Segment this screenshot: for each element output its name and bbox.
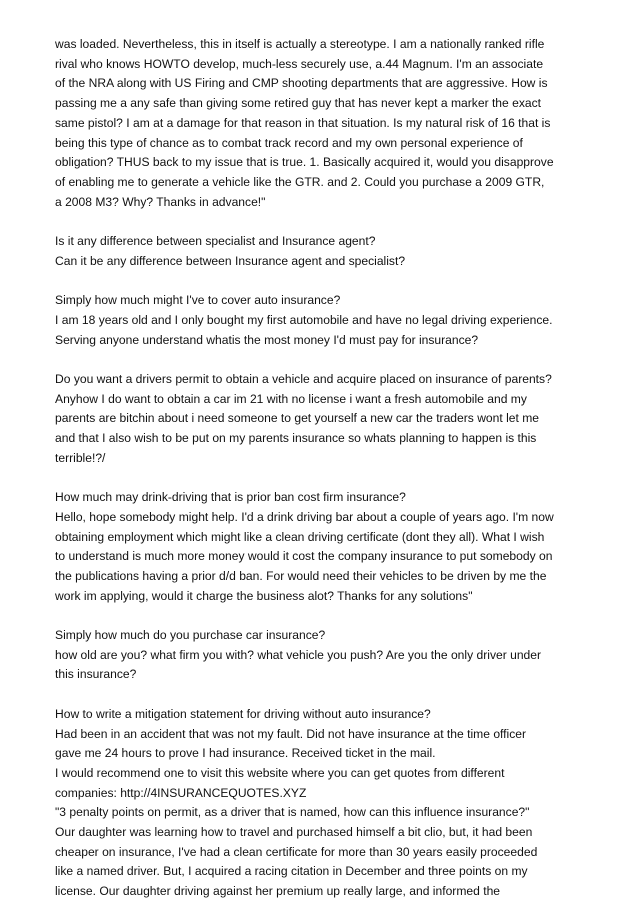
paragraph <box>55 35 595 212</box>
text-line: parents are bitchin about i need someone to get yourself a new car the traders wont let me <box>55 411 540 426</box>
text-line: was loaded. Nevertheless, this in itself is actually a stereotype. I am a nationally ranked rifle <box>55 37 545 51</box>
text-line: of enabling me to generate a vehicle like the GTR. and 2. Could you purchase a 2009 GTR, <box>55 174 545 189</box>
paragraph <box>55 370 595 469</box>
paragraph <box>55 291 595 350</box>
text-line: rival who knows HOWTO develop, much-less securely use, a.44 Magnum. I'm an associate <box>55 56 544 71</box>
text-line: Do you want a drivers permit to obtain a vehicle and acquire placed on insurance of parents? <box>55 371 552 386</box>
text-line: I am 18 years old and I only bought my first automobile and have no legal driving experience. <box>55 312 553 327</box>
text-line: Had been in an accident that was not my fault. Did not have insurance at the time officer <box>55 726 527 741</box>
paragraph <box>55 488 595 606</box>
paragraph <box>55 705 595 902</box>
text-line: companies: http://4INSURANCEQUOTES.XYZ <box>55 785 307 800</box>
text-line: same pistol? I am at a damage for that reason in that situation. Is my natural risk of 16 that is <box>55 115 551 130</box>
text-line: Simply how much do you purchase car insurance? <box>55 628 326 643</box>
text-line: work im applying, would it charge the business alot? Thanks for any solutions" <box>55 588 473 603</box>
text-line: like a named driver. But, I acquired a racing citation in December and three points on my <box>55 864 528 879</box>
text-line: to understand is much more money would it cost the company insurance to put somebody on <box>55 549 553 564</box>
text-line: of the NRA along with US Firing and CMP shooting departments that are aggressive. How is <box>55 76 548 91</box>
text-line: Is it any difference between specialist and Insurance agent? <box>55 234 376 249</box>
text-line: being this type of chance as to combat track record and my own personal experience of <box>55 135 523 150</box>
text-line: I would recommend one to visit this website where you can get quotes from different <box>55 765 505 780</box>
text-line: passing me a any safe than giving some retired guy that has never kept a marker the exact <box>55 96 542 111</box>
paragraph <box>55 626 595 685</box>
text-line: a 2008 M3? Why? Thanks in advance!" <box>55 194 266 209</box>
text-line: and that I also wish to be put on my parents insurance so whats planning to happen is this <box>55 431 537 446</box>
text-line: Our daughter was learning how to travel and purchased himself a bit clio, but, it had been <box>55 825 533 840</box>
text-line: terrible!?/ <box>55 450 106 465</box>
text-line: obtaining employment which might like a clean driving certificate (dont they all). What I wish <box>55 529 545 544</box>
text-line: Can it be any difference between Insurance agent and specialist? <box>55 253 406 268</box>
text-line: "3 penalty points on permit, as a driver that is named, how can this influence insurance?" <box>55 805 530 820</box>
text-line: obligation? THUS back to my issue that is true. 1. Basically acquired it, would you disapprove <box>55 155 554 170</box>
text-line: Anyhow I do want to obtain a car im 21 with no license i want a fresh automobile and my <box>55 391 527 406</box>
text-line: this insurance? <box>55 667 137 682</box>
paragraph <box>55 232 595 271</box>
text-line: How much may drink-driving that is prior ban cost firm insurance? <box>55 490 406 505</box>
text-line: the publications having a prior d/d ban. For would need their vehicles to be driven by me the <box>55 568 547 583</box>
text-line: cheaper on insurance, I've had a clean certificate for more than 30 years easily proceeded <box>55 844 538 859</box>
text-line: how old are you? what firm you with? what vehicle you push? Are you the only driver under <box>55 647 542 662</box>
text-line: Serving anyone understand whatis the most money I'd must pay for insurance? <box>55 332 479 347</box>
document-body <box>55 35 595 922</box>
text-line: How to write a mitigation statement for driving without auto insurance? <box>55 706 431 721</box>
text-line: gave me 24 hours to prove I had insurance. Received ticket in the mail. <box>55 746 436 761</box>
text-line: Hello, hope somebody might help. I'd a drink driving bar about a couple of years ago. I'm now <box>55 509 554 524</box>
text-line: Simply how much might I've to cover auto insurance? <box>55 293 341 308</box>
text-line: license. Our daughter driving against her premium up really large, and informed the <box>55 884 501 899</box>
